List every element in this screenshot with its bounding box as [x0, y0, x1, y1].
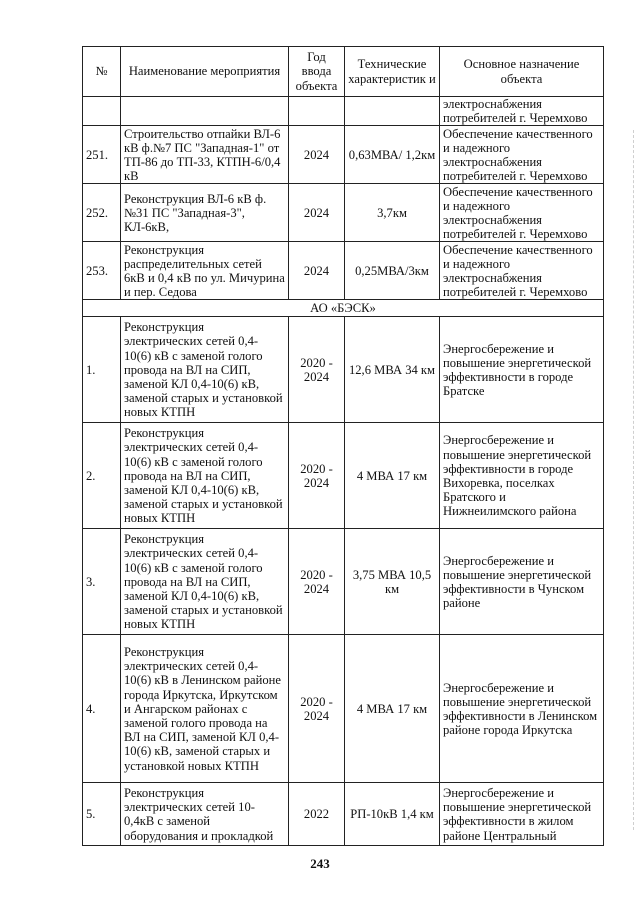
cell-year: 2020 - 2024	[289, 529, 345, 635]
scan-edge-line	[632, 130, 634, 830]
section-row	[83, 300, 604, 317]
cell-purpose: Обеспечение качественного и надежного электроснабжения потребителей г. Черемхово	[440, 126, 604, 184]
continuation-row	[83, 97, 604, 126]
cell-num: 253.	[83, 242, 121, 300]
cell-num	[83, 97, 121, 126]
page-number: 243	[310, 856, 330, 871]
cell-name: Строительство отпайки ВЛ-6 кВ ф.№7 ПС "Западная-1" от ТП-86 до ТП-33, КТПН-6/0,4 кВ	[121, 126, 289, 184]
cell-tech: 3,7км	[345, 184, 440, 242]
cell-tech: РП-10кВ 1,4 км	[345, 783, 440, 846]
cell-name: Реконструкция распределительных сетей 6кВ и 0,4 кВ по ул. Мичурина и пер. Седова	[121, 242, 289, 300]
cell-purpose: Энергосбережение и повышение энергетической эффективности в жилом районе Центральный	[440, 783, 604, 846]
cell-year: 2020 - 2024	[289, 423, 345, 529]
cell-year: 2020 - 2024	[289, 635, 345, 783]
cell-num: 251.	[83, 126, 121, 184]
table-header-row	[83, 47, 604, 97]
cell-tech: 4 МВА 17 км	[345, 423, 440, 529]
cell-tech: 12,6 МВА 34 км	[345, 317, 440, 423]
header-year: Год ввода объекта	[289, 47, 345, 97]
cell-num: 252.	[83, 184, 121, 242]
cell-year	[289, 97, 345, 126]
cell-purpose: Энергосбережение и повышение энергетической эффективности в Ленинском районе города Иркутска	[440, 635, 604, 783]
cell-year: 2024	[289, 184, 345, 242]
cell-num: 2.	[83, 423, 121, 529]
cell-year: 2024	[289, 126, 345, 184]
cell-purpose: Энергосбережение и повышение энергетической эффективности в Чунском районе	[440, 529, 604, 635]
cell-purpose: Энергосбережение и повышение энергетической эффективности в городе Вихоревка, поселках Братского и Нижнеилимского района	[440, 423, 604, 529]
section-title: АО «БЭСК»	[83, 300, 604, 317]
cell-year: 2022	[289, 783, 345, 846]
cell-num: 4.	[83, 635, 121, 783]
cell-purpose: электроснабжения потребителей г. Черемхово	[440, 97, 604, 126]
measures-table	[82, 46, 604, 846]
cell-tech: 0,25МВА/3км	[345, 242, 440, 300]
cell-name: Реконструкция электрических сетей 0,4-10(6) кВ с заменой голого провода на ВЛ на СИП, заменой КЛ 0,4-10(6) кВ, заменой старых и установкой новых КТПН	[121, 423, 289, 529]
table-row	[83, 184, 604, 242]
cell-name: Реконструкция электрических сетей 10-0,4кВ с заменой оборудования и прокладкой	[121, 783, 289, 846]
table-row	[83, 242, 604, 300]
header-purpose: Основное назначение объекта	[440, 47, 604, 97]
cell-year: 2020 - 2024	[289, 317, 345, 423]
cell-num: 1.	[83, 317, 121, 423]
cell-year: 2024	[289, 242, 345, 300]
cell-tech	[345, 97, 440, 126]
cell-num: 3.	[83, 529, 121, 635]
cell-tech: 3,75 МВА 10,5 км	[345, 529, 440, 635]
cell-name: Реконструкция электрических сетей 0,4-10(6) кВ в Ленинском районе города Иркутска, Иркутском и Ангарском районах с заменой голого провода на ВЛ на СИП, заменой КЛ 0,4-10(6) кВ, заменой старых и установкой новых КТПН	[121, 635, 289, 783]
header-num: №	[83, 47, 121, 97]
table-row	[83, 635, 604, 783]
cell-tech: 0,63МВА/ 1,2км	[345, 126, 440, 184]
cell-purpose: Энергосбережение и повышение энергетической эффективности в городе Братске	[440, 317, 604, 423]
cell-name: Реконструкция электрических сетей 0,4-10(6) кВ с заменой голого провода на ВЛ на СИП, заменой КЛ 0,4-10(6) кВ, заменой старых и установкой новых КТПН	[121, 529, 289, 635]
cell-purpose: Обеспечение качественного и надежного электроснабжения потребителей г. Черемхово	[440, 242, 604, 300]
table-row	[83, 783, 604, 846]
table-row	[83, 317, 604, 423]
table-row	[83, 126, 604, 184]
table-row	[83, 423, 604, 529]
cell-name: Реконструкция ВЛ-6 кВ ф. №31 ПС "Западная-3", КЛ-6кВ,	[121, 184, 289, 242]
cell-name	[121, 97, 289, 126]
cell-purpose: Обеспечение качественного и надежного электроснабжения потребителей г. Черемхово	[440, 184, 604, 242]
cell-name: Реконструкция электрических сетей 0,4-10(6) кВ с заменой голого провода на ВЛ на СИП, заменой КЛ 0,4-10(6) кВ, заменой старых и установкой новых КТПН	[121, 317, 289, 423]
table-row	[83, 529, 604, 635]
cell-tech: 4 МВА 17 км	[345, 635, 440, 783]
header-name: Наименование мероприятия	[121, 47, 289, 97]
header-tech: Технические характеристик и	[345, 47, 440, 97]
cell-num: 5.	[83, 783, 121, 846]
